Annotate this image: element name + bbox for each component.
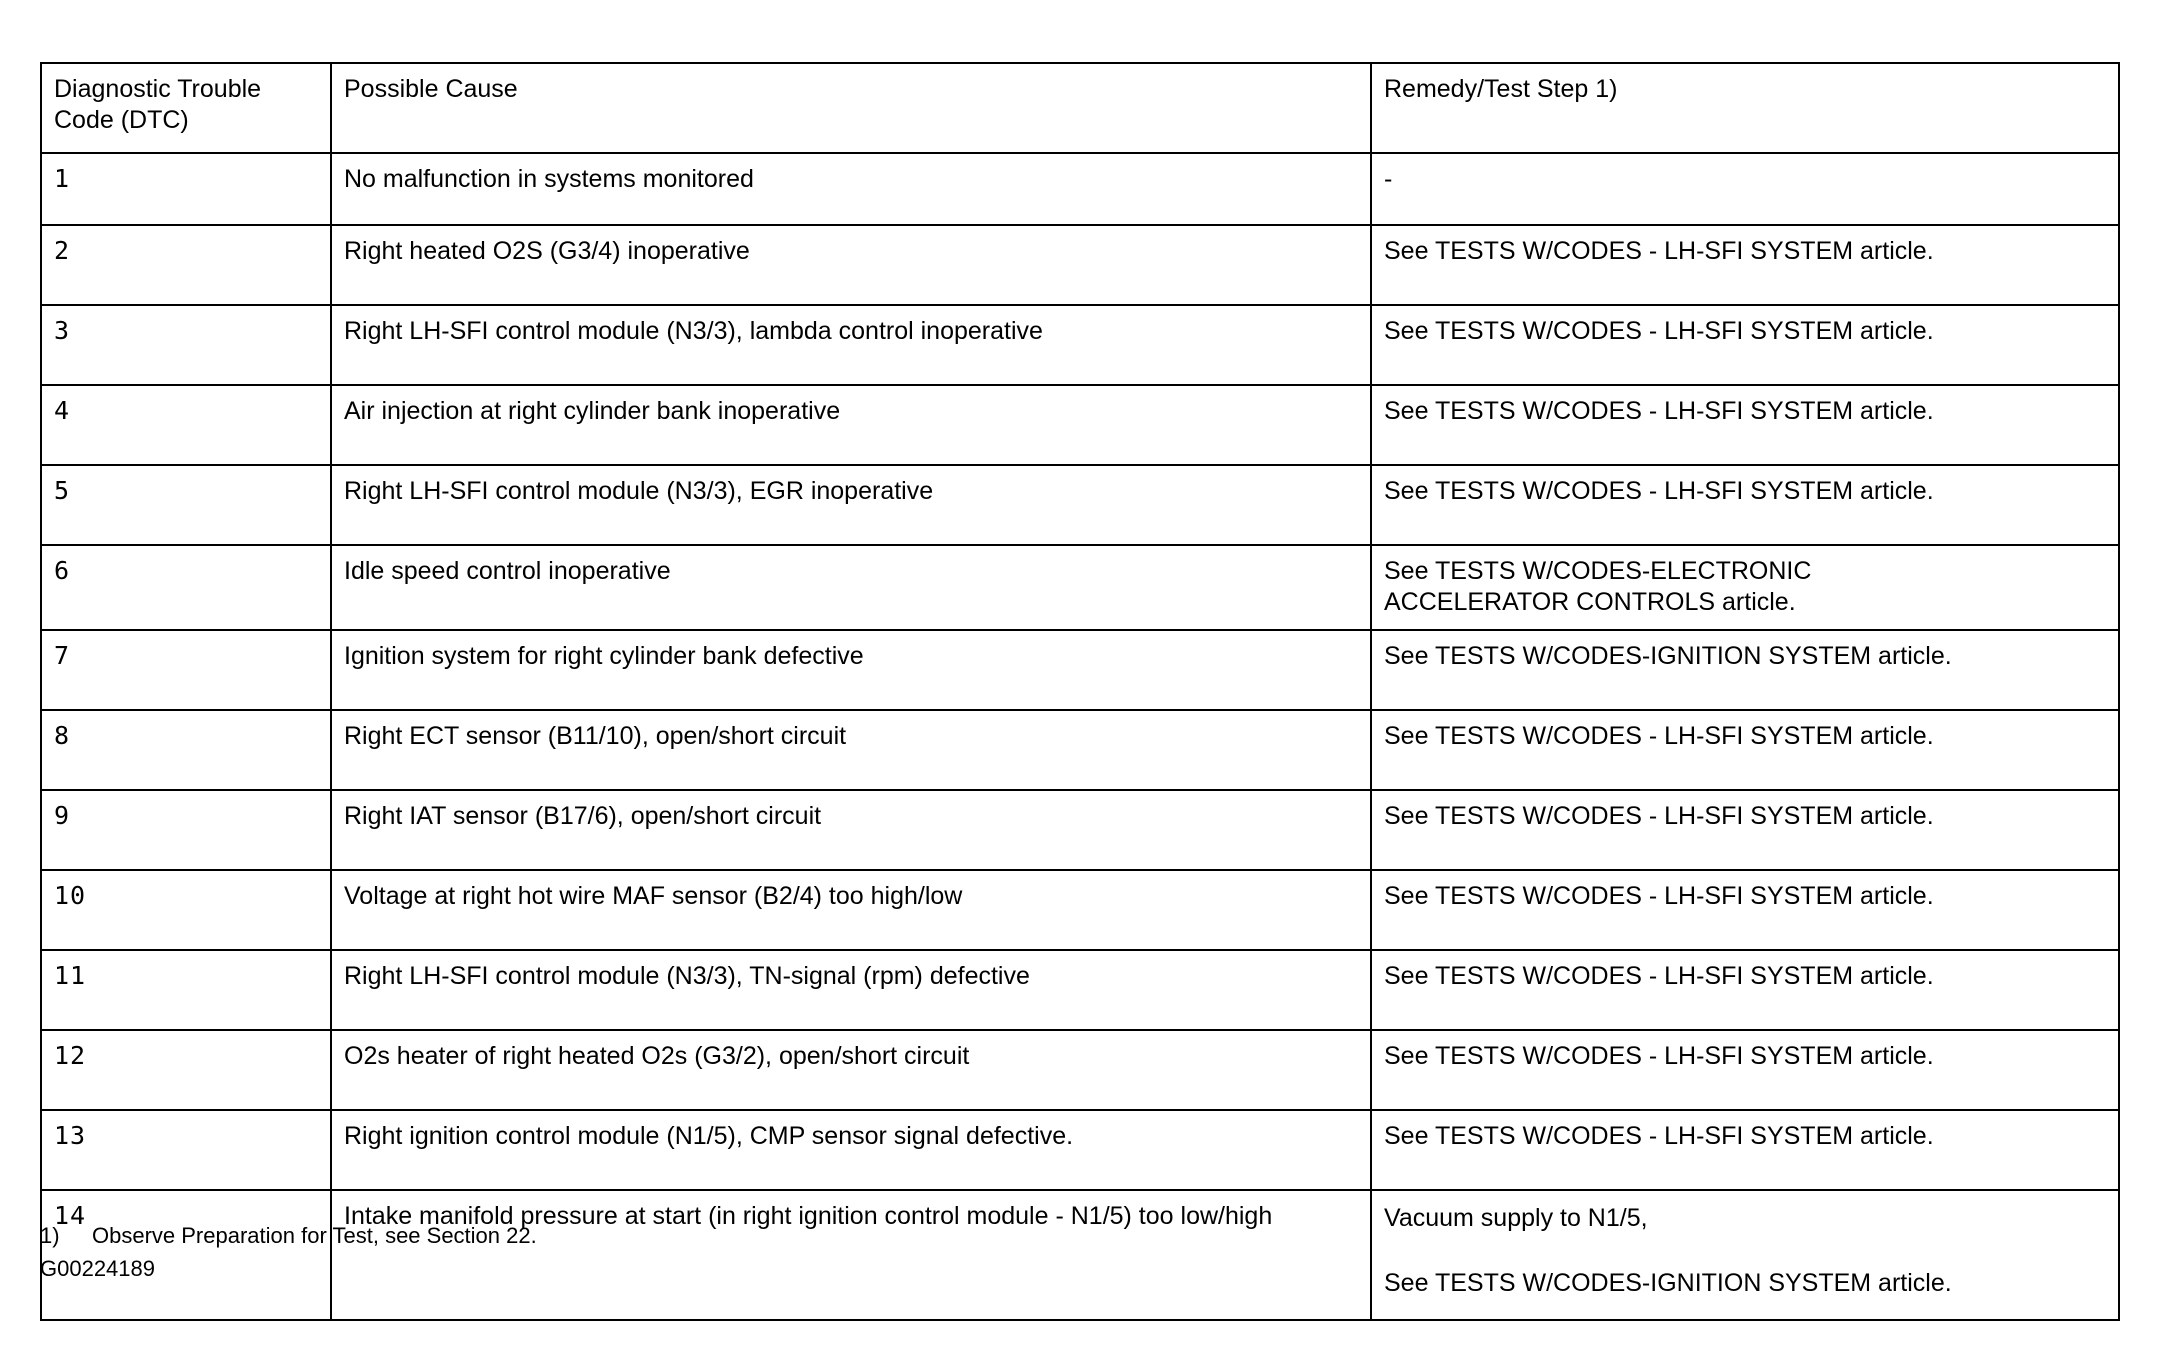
cell-remedy xyxy=(1371,870,2119,950)
cell-dtc-code: 2 xyxy=(41,225,331,305)
remedy-line-1: Vacuum supply to N1/5, xyxy=(1384,1204,1648,1232)
cell-remedy xyxy=(1371,1030,2119,1110)
cell-dtc-code: 14 xyxy=(41,1190,331,1320)
cell-dtc-code: 13 xyxy=(41,1110,331,1190)
cell-possible-cause: Air injection at right cylinder bank inoperative xyxy=(331,385,1371,465)
remedy-line-1: See TESTS W/CODES - LH-SFI SYSTEM article. xyxy=(1384,397,1934,425)
cell-dtc-code: 10 xyxy=(41,870,331,950)
cell-possible-cause: No malfunction in systems monitored xyxy=(331,153,1371,225)
cell-possible-cause: Intake manifold pressure at start (in right ignition control module - N1/5) too low/high xyxy=(331,1190,1371,1320)
cell-dtc-code: 1 xyxy=(41,153,331,225)
table-row xyxy=(41,710,2119,790)
cell-possible-cause: Right heated O2S (G3/4) inoperative xyxy=(331,225,1371,305)
remedy-line-1: - xyxy=(1384,165,1393,193)
table-row xyxy=(41,870,2119,950)
remedy-line-1: See TESTS W/CODES - LH-SFI SYSTEM article. xyxy=(1384,962,1934,990)
cell-possible-cause: Right LH-SFI control module (N3/3), TN-signal (rpm) defective xyxy=(331,950,1371,1030)
remedy-line-1: See TESTS W/CODES - LH-SFI SYSTEM article. xyxy=(1384,722,1934,750)
table-body xyxy=(41,153,2119,1320)
column-header-remedy: Remedy/Test Step 1) xyxy=(1371,63,2119,153)
column-header-cause: Possible Cause xyxy=(331,63,1371,153)
column-header-dtc-line2: Code (DTC) xyxy=(54,106,189,134)
cell-dtc-code: 7 xyxy=(41,630,331,710)
table-row xyxy=(41,153,2119,225)
table-row xyxy=(41,1190,2119,1320)
footnote-text: Observe Preparation for Test, see Section 22. xyxy=(92,1223,537,1248)
cell-dtc-code: 4 xyxy=(41,385,331,465)
remedy-line-1: See TESTS W/CODES - LH-SFI SYSTEM article. xyxy=(1384,237,1934,265)
cell-possible-cause: O2s heater of right heated O2s (G3/2), open/short circuit xyxy=(331,1030,1371,1110)
remedy-line-2: ACCELERATOR CONTROLS article. xyxy=(1384,587,1796,616)
cell-possible-cause: Idle speed control inoperative xyxy=(331,545,1371,630)
table-row xyxy=(41,1030,2119,1110)
footnote xyxy=(40,1222,537,1251)
table-row xyxy=(41,305,2119,385)
remedy-line-1: See TESTS W/CODES-IGNITION SYSTEM article. xyxy=(1384,642,1952,670)
cell-possible-cause: Right ECT sensor (B11/10), open/short circuit xyxy=(331,710,1371,790)
remedy-line-1: See TESTS W/CODES - LH-SFI SYSTEM article. xyxy=(1384,882,1934,910)
table-row xyxy=(41,465,2119,545)
cell-remedy xyxy=(1371,710,2119,790)
cell-remedy xyxy=(1371,385,2119,465)
table-row xyxy=(41,225,2119,305)
cell-remedy xyxy=(1371,1110,2119,1190)
cell-remedy xyxy=(1371,305,2119,385)
remedy-line-2: See TESTS W/CODES-IGNITION SYSTEM article. xyxy=(1384,1268,1952,1297)
cell-dtc-code: 9 xyxy=(41,790,331,870)
remedy-line-1: See TESTS W/CODES-ELECTRONIC xyxy=(1384,557,1812,585)
dtc-table xyxy=(40,62,2120,1321)
cell-dtc-code: 8 xyxy=(41,710,331,790)
cell-remedy xyxy=(1371,790,2119,870)
column-header-dtc-line1: Diagnostic Trouble xyxy=(54,75,262,103)
cell-dtc-code: 12 xyxy=(41,1030,331,1110)
table-row xyxy=(41,950,2119,1030)
table-row xyxy=(41,790,2119,870)
cell-remedy xyxy=(1371,1190,2119,1320)
cell-remedy xyxy=(1371,630,2119,710)
cell-remedy xyxy=(1371,950,2119,1030)
remedy-line-1: See TESTS W/CODES - LH-SFI SYSTEM article. xyxy=(1384,1122,1934,1150)
table-row xyxy=(41,385,2119,465)
table-row xyxy=(41,630,2119,710)
cell-remedy xyxy=(1371,225,2119,305)
cell-dtc-code: 6 xyxy=(41,545,331,630)
cell-dtc-code: 11 xyxy=(41,950,331,1030)
footnote-number: 1) xyxy=(40,1223,60,1248)
cell-possible-cause: Right LH-SFI control module (N3/3), EGR inoperative xyxy=(331,465,1371,545)
cell-remedy xyxy=(1371,545,2119,630)
cell-possible-cause: Voltage at right hot wire MAF sensor (B2/4) too high/low xyxy=(331,870,1371,950)
table-header xyxy=(41,63,2119,153)
cell-possible-cause: Right LH-SFI control module (N3/3), lambda control inoperative xyxy=(331,305,1371,385)
table-row xyxy=(41,1110,2119,1190)
column-header-dtc xyxy=(41,63,331,153)
remedy-line-1: See TESTS W/CODES - LH-SFI SYSTEM article. xyxy=(1384,477,1934,505)
cell-possible-cause: Right ignition control module (N1/5), CMP sensor signal defective. xyxy=(331,1110,1371,1190)
cell-possible-cause: Right IAT sensor (B17/6), open/short circuit xyxy=(331,790,1371,870)
cell-dtc-code: 3 xyxy=(41,305,331,385)
cell-possible-cause: Ignition system for right cylinder bank defective xyxy=(331,630,1371,710)
cell-remedy xyxy=(1371,465,2119,545)
document-id: G00224189 xyxy=(40,1256,155,1281)
remedy-line-1: See TESTS W/CODES - LH-SFI SYSTEM article. xyxy=(1384,1042,1934,1070)
table-row xyxy=(41,545,2119,630)
remedy-line-1: See TESTS W/CODES - LH-SFI SYSTEM article. xyxy=(1384,317,1934,345)
table-header-row xyxy=(41,63,2119,153)
cell-dtc-code: 5 xyxy=(41,465,331,545)
remedy-line-1: See TESTS W/CODES - LH-SFI SYSTEM article. xyxy=(1384,802,1934,830)
cell-remedy xyxy=(1371,153,2119,225)
